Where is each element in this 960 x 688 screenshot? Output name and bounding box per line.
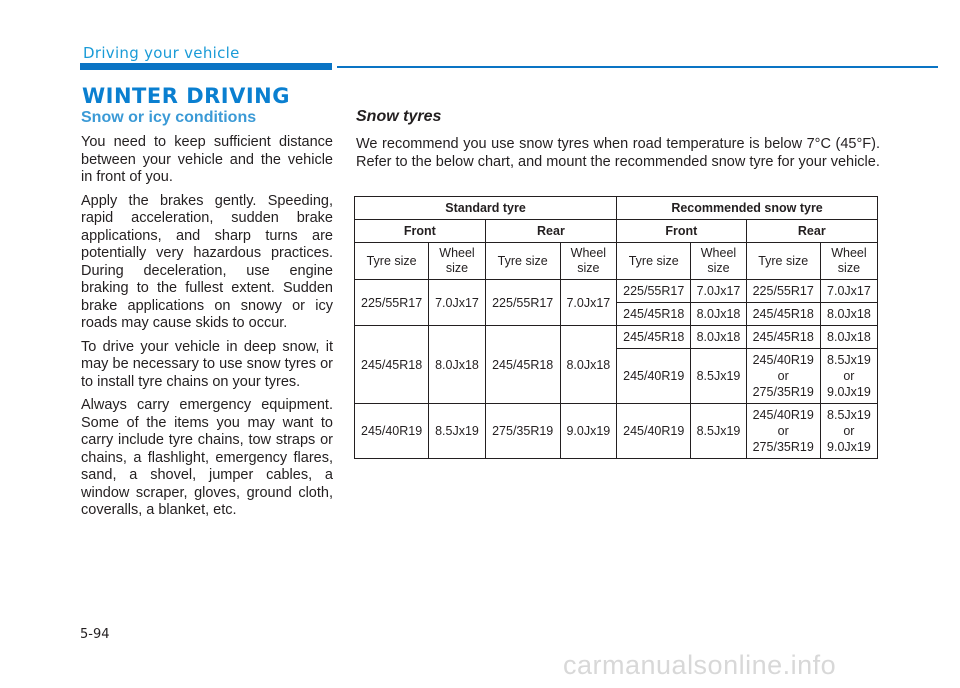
snow-tyre-cell: 8.0Jx18 bbox=[691, 303, 746, 326]
column-header: Wheel size bbox=[560, 243, 616, 280]
snow-tyre-cell: 245/40R19 bbox=[617, 349, 691, 404]
paragraph: Always carry emergency equipment. Some of the items you may want to carry include tyre chains, tow straps or chains, a flashlight, emergency flares, sand, a shovel, jumper cables, a window scraper, gloves, ground cloth, coveralls, a blanket, etc. bbox=[81, 397, 333, 518]
paragraph: Apply the brakes gently. Speeding, rapid acceleration, sudden brake applications, and sharp turns are potentially very hazardous practices. During deceleration, use engine braking to the fullest extent. Sudden brake applications on snowy or icy roads may cause skids to occur. bbox=[81, 192, 333, 331]
snow-tyre-cell: 8.0Jx18 bbox=[820, 303, 877, 326]
table-row bbox=[355, 326, 878, 349]
header-rule-thin bbox=[337, 66, 938, 68]
snow-tyre-cell: 8.5Jx19 or 9.0Jx19 bbox=[820, 349, 877, 404]
snow-tyre-cell: 245/45R18 bbox=[617, 326, 691, 349]
snow-tyre-cell: 8.0Jx18 bbox=[691, 326, 746, 349]
snow-tyre-cell: 7.0Jx17 bbox=[691, 280, 746, 303]
right-column bbox=[356, 108, 940, 171]
snow-tyre-cell: 8.5Jx19 or 9.0Jx19 bbox=[820, 404, 877, 459]
table-row bbox=[355, 280, 878, 303]
snow-tyre-cell: 8.5Jx19 bbox=[691, 404, 746, 459]
standard-tyre-cell: 8.0Jx18 bbox=[560, 326, 616, 404]
column-header: Tyre size bbox=[355, 243, 429, 280]
snow-icy-heading: Snow or icy conditions bbox=[81, 109, 257, 126]
paragraph: To drive your vehicle in deep snow, it may be necessary to use snow tyres or to install tyre chains on your tyres. bbox=[81, 338, 333, 390]
page-number: 5-94 bbox=[80, 627, 110, 642]
snow-tyre-cell: 7.0Jx17 bbox=[820, 280, 877, 303]
snow-tyre-cell: 225/55R17 bbox=[617, 280, 691, 303]
snow-tyre-cell: 245/45R18 bbox=[746, 303, 820, 326]
column-header: Tyre size bbox=[746, 243, 820, 280]
standard-tyre-cell: 275/35R19 bbox=[485, 404, 560, 459]
snow-tyre-cell: 8.0Jx18 bbox=[820, 326, 877, 349]
standard-tyre-cell: 9.0Jx19 bbox=[560, 404, 616, 459]
group-header: Standard tyre bbox=[355, 197, 617, 220]
axle-header: Rear bbox=[746, 220, 877, 243]
snow-tyres-intro: We recommend you use snow tyres when road temperature is below 7°C (45°F). Refer to the below chart, and mount the recommended snow tyre for your vehicle. bbox=[356, 136, 880, 170]
snow-tyre-cell: 245/40R19 or 275/35R19 bbox=[746, 404, 820, 459]
column-header: Tyre size bbox=[617, 243, 691, 280]
standard-tyre-cell: 225/55R17 bbox=[355, 280, 429, 326]
chapter-title: WINTER DRIVING bbox=[82, 84, 290, 108]
standard-tyre-cell: 8.5Jx19 bbox=[429, 404, 485, 459]
standard-tyre-cell: 245/40R19 bbox=[355, 404, 429, 459]
snow-tyre-cell: 245/40R19 bbox=[617, 404, 691, 459]
section-title: Driving your vehicle bbox=[83, 44, 240, 62]
column-header: Wheel size bbox=[820, 243, 877, 280]
group-header: Recommended snow tyre bbox=[617, 197, 878, 220]
snow-tyres-heading: Snow tyres bbox=[356, 108, 442, 125]
standard-tyre-cell: 225/55R17 bbox=[485, 280, 560, 326]
axle-header: Front bbox=[355, 220, 486, 243]
snow-tyre-cell: 8.5Jx19 bbox=[691, 349, 746, 404]
snow-tyre-cell: 225/55R17 bbox=[746, 280, 820, 303]
standard-tyre-cell: 245/45R18 bbox=[355, 326, 429, 404]
watermark: carmanualsonline.info bbox=[563, 650, 837, 680]
standard-tyre-cell: 7.0Jx17 bbox=[429, 280, 485, 326]
column-header: Tyre size bbox=[485, 243, 560, 280]
snow-tyre-cell: 245/45R18 bbox=[617, 303, 691, 326]
paragraph: You need to keep sufficient distance between your vehicle and the vehicle in front of you. bbox=[81, 134, 333, 185]
snow-tyre-cell: 245/45R18 bbox=[746, 326, 820, 349]
table-row bbox=[355, 404, 878, 459]
column-header: Wheel size bbox=[429, 243, 485, 280]
standard-tyre-cell: 7.0Jx17 bbox=[560, 280, 616, 326]
snow-tyre-table bbox=[354, 196, 878, 459]
axle-header: Rear bbox=[485, 220, 616, 243]
header-rule-thick bbox=[80, 63, 332, 70]
left-column bbox=[81, 109, 333, 526]
standard-tyre-cell: 8.0Jx18 bbox=[429, 326, 485, 404]
snow-tyre-cell: 245/40R19 or 275/35R19 bbox=[746, 349, 820, 404]
standard-tyre-cell: 245/45R18 bbox=[485, 326, 560, 404]
column-header: Wheel size bbox=[691, 243, 746, 280]
axle-header: Front bbox=[617, 220, 746, 243]
